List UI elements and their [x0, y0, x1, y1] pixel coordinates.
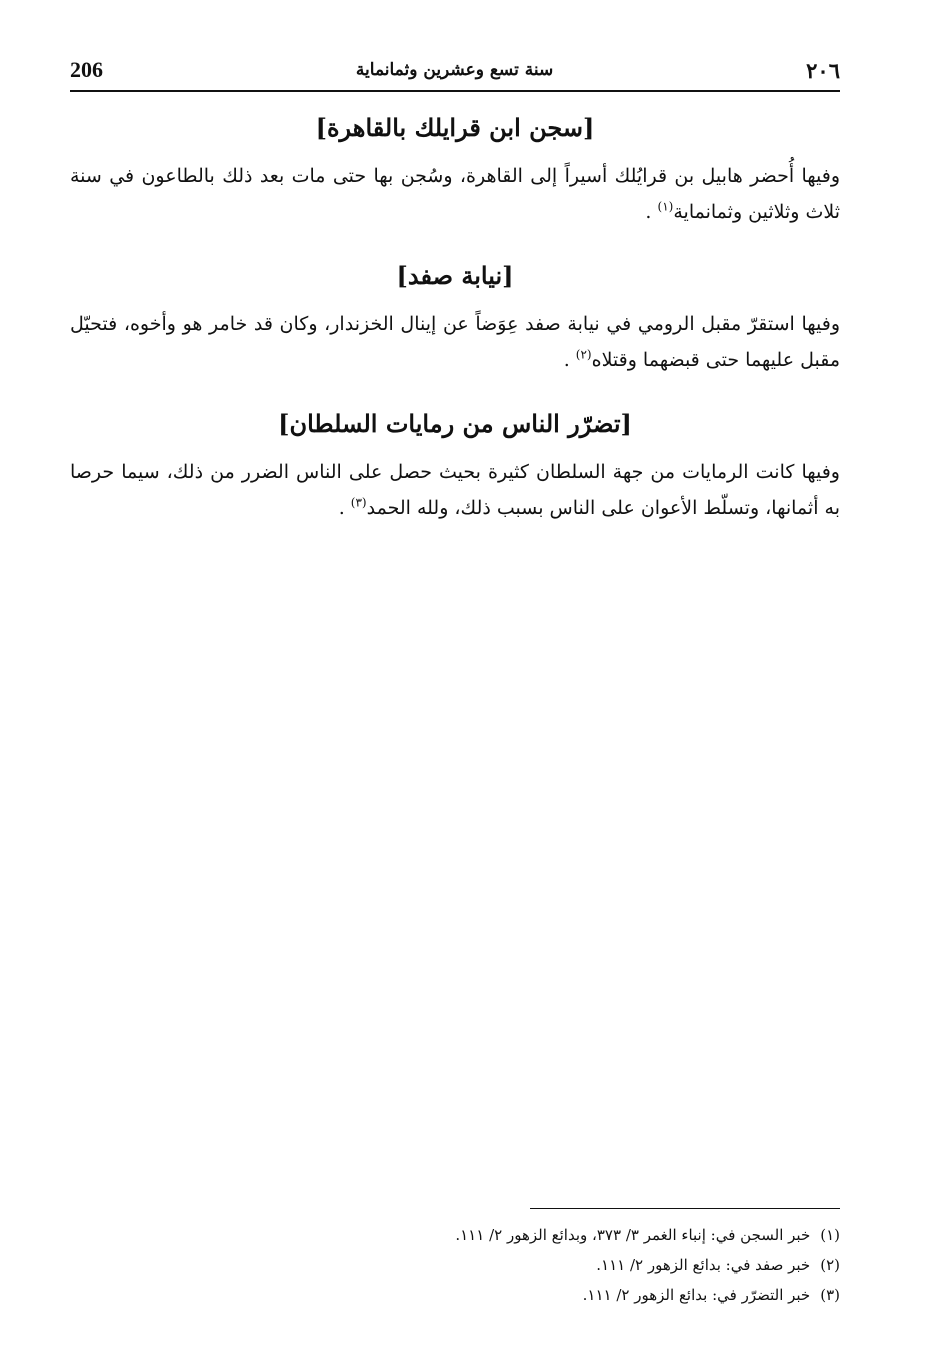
footnotes: [70, 1220, 840, 1310]
section-3: [70, 404, 840, 526]
footnote-text: خبر التضرّر في: بدائع الزهور ٢/ ١١١.: [582, 1286, 811, 1304]
footnote-reference[interactable]: (١): [657, 199, 674, 214]
page-header: [70, 52, 840, 88]
paragraph-end: .: [563, 349, 576, 371]
paragraph-text: وفيها أُحضر هابيل بن قرايُلك أسيراً إلى القاهرة، وسُجن بها حتى مات بعد ذلك بالطاعون في سنة ثلاث وثلاثين وثمانماية: [70, 165, 840, 223]
footnote-item: [70, 1250, 840, 1280]
paragraph-end: .: [338, 497, 351, 519]
page-number-latin: 206: [70, 57, 103, 82]
page-body: [70, 108, 840, 526]
footnote-text: خبر صفد في: بدائع الزهور ٢/ ١١١.: [596, 1256, 811, 1274]
section-heading: [تضرّر الناس من رمايات السلطان]: [278, 409, 632, 438]
section-2: [70, 256, 840, 378]
footnote-reference[interactable]: (٢): [575, 347, 592, 362]
header-rule: [70, 90, 840, 92]
section-heading: [سجن ابن قرايلك بالقاهرة]: [315, 113, 595, 142]
footnote-text: خبر السجن في: إنباء الغمر ٣/ ٣٧٣، وبدائع الزهور ٢/ ١١١.: [455, 1226, 811, 1244]
footnote-mark: (١): [820, 1226, 840, 1244]
section-1: [70, 108, 840, 230]
paragraph-text: وفيها كانت الرمايات من جهة السلطان كثيرة بحيث حصل على الناس الضرر من ذلك، سيما حرصا به أثمانها، وتسلّط الأعوان على الناس بسبب ذلك، ولله الحمد: [70, 461, 840, 519]
paragraph-text: وفيها استقرّ مقبل الرومي في نيابة صفد عِوَضاً عن إينال الخزندار، وكان قد خامر هو وأخوه، فتحيّل مقبل عليهما حتى قبضهما وقتلاه: [70, 313, 840, 371]
paragraph-end: .: [645, 201, 658, 223]
footnote-mark: (٣): [820, 1286, 840, 1304]
footnote-separator: [530, 1208, 840, 1209]
section-heading: [نيابة صفد]: [396, 261, 514, 290]
section-paragraph: [70, 454, 840, 526]
section-paragraph: [70, 158, 840, 230]
footnote-item: [70, 1220, 840, 1250]
footnote-reference[interactable]: (٣): [350, 495, 367, 510]
page-number-arabic: ٢٠٦: [806, 57, 840, 83]
section-paragraph: [70, 306, 840, 378]
footnote-item: [70, 1280, 840, 1310]
footnote-mark: (٢): [820, 1256, 840, 1274]
running-title: سنة تسع وعشرين وثمانماية: [355, 60, 554, 80]
